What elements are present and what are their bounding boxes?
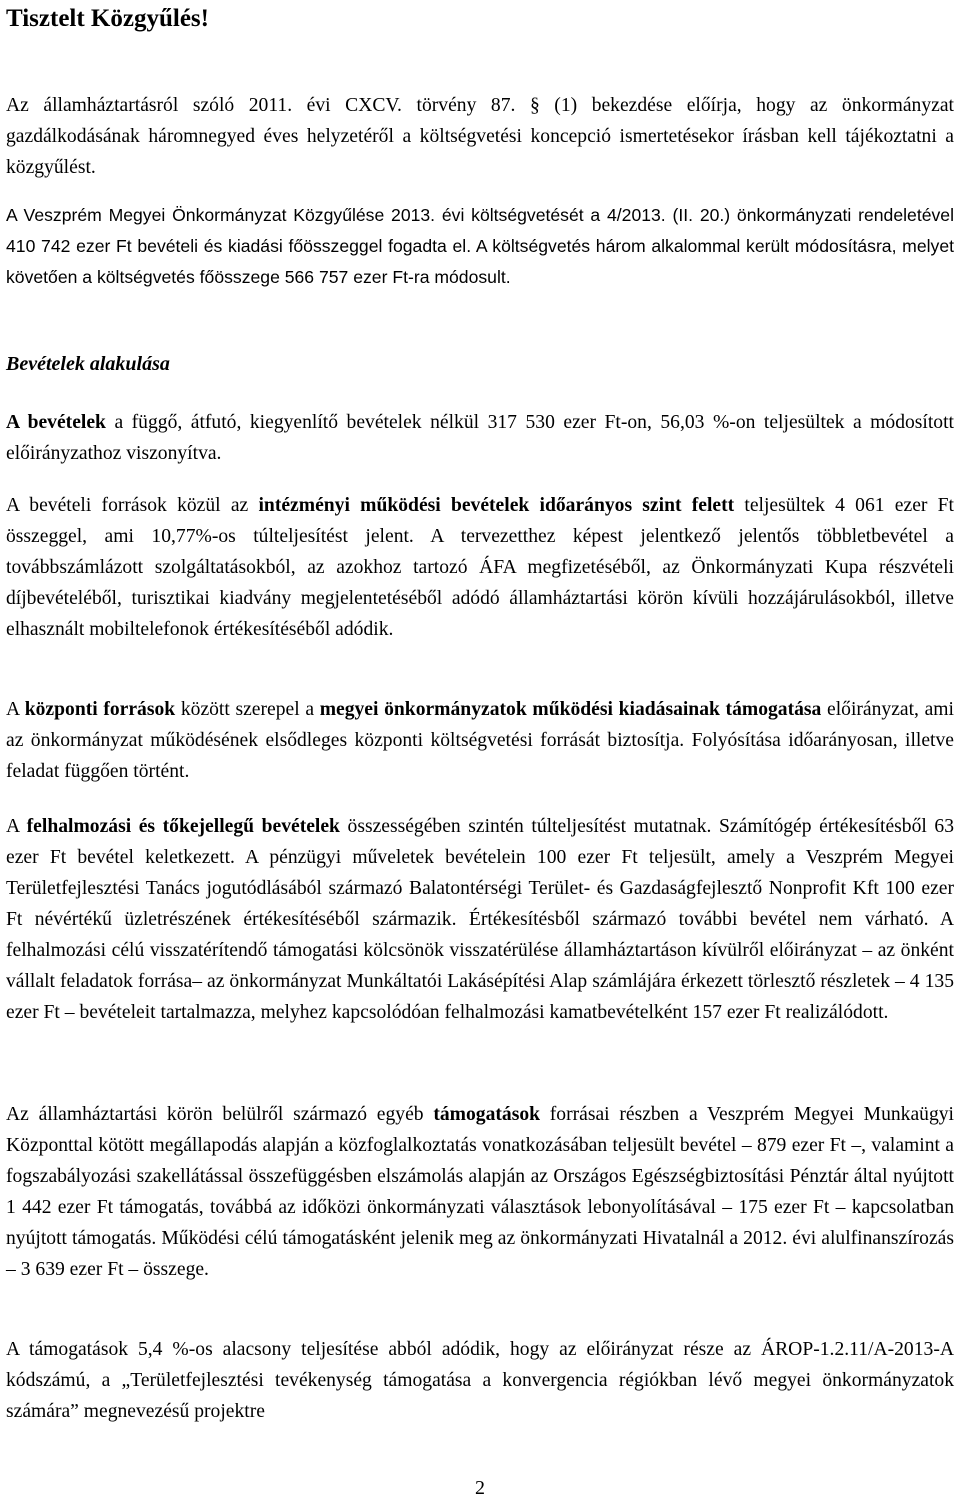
capital-text-1: A (6, 816, 27, 837)
document-title: Tisztelt Közgyűlés! (6, 5, 209, 32)
grants-text-2: forrásai részben a Veszprém Megyei Munkaügyi Központtal kötött megállapodás alapján a közfoglalkoztatás vonatkozásában teljesült bevétel – 879 ezer Ft –, valamint a fogszabályozási szakellátással összefüggésben elszámolás alapján az Országos Egészségbiztosítási Pénztár által nyújtott 1 442 ezer Ft támogatás, továbbá az időközi önkormányzati választások lebonyolításával – 175 ezer Ft – kapcsolatban nyújtott támogatás. Működési célú támogatásként jelenik meg az önkormányzati Hivatalnál a 2012. évi alulfinanszírozás – 3 639 ezer Ft – összege. (6, 1104, 954, 1280)
section-heading: Bevételek alakulása (6, 353, 170, 375)
revenues-lead: A bevételek (6, 412, 106, 433)
central-bold-2: megyei önkormányzatok működési kiadásainak támogatása (319, 699, 822, 720)
page-number: 2 (475, 1477, 485, 1499)
grants-bold-1: támogatások (433, 1104, 541, 1125)
institutional-text-2: teljesültek 4 061 ezer Ft összeggel, ami 10,77%-os túlteljesítést jelent. A tervezetthez képest jelentkező jelentős többletbevétel a továbbszámlázott szolgáltatásokból, az azokhoz tartozó ÁFA megfizetéséből, az Önkormányzati Kupa részvételi díjbevételéből, turisztikai kiadvány megjelentetéséből adódó államháztartási körön kívüli hozzájárulásokból, illetve elhasznált mobiltelefonok értékesítéséből adódik. (6, 495, 954, 640)
central-bold-1: központi források (24, 699, 176, 720)
intro-paragraph: Az államháztartásról szóló 2011. évi CXCV. törvény 87. § (1) bekezdése előírja, hogy az önkormányzat gazdálkodásának háromnegyed éves helyzetéről a költségvetési koncepció ismertetésekor írásban kell tájékoztatni a közgyűlést. (6, 95, 954, 178)
capital-revenue-paragraph (6, 811, 954, 1028)
central-text-3: előirányzat, ami az önkormányzat működésének elsődleges központi költségvetési forrását biztosítja. Folyósítása időarányosan, illetve feladat függően történt. (6, 699, 954, 782)
capital-text-2: összességében szintén túlteljesítést mutatnak. Számítógép értékesítésből 63 ezer Ft bevétel keletkezett. A pénzügyi műveletek bevételein 100 ezer Ft teljesült, amely a Veszprém Megyei Területfejlesztési Tanács jogutódlásából származó Balatontérségi Terület- és Gazdaságfejlesztő Nonprofit Kft 100 ezer Ft névértékű üzletrészének értékesítéséből származik. Értékesítésből származó további bevétel nem várható. A felhalmozási célú visszatérítendő támogatási kölcsönök visszatérülése államháztartáson kívülről előirányzat – az önként vállalt feladatok forrása– az önkormányzat Munkáltatói Lakásépítési Alap számlájára érkezett törlesztő részletek – 4 135 ezer Ft – bevételeit tartalmazza, melyhez kapcsolódóan felhalmozási kamatbevételként 157 ezer Ft realizálódott. (6, 816, 955, 1023)
central-text-1: A (6, 699, 25, 720)
budget-paragraph: A Veszprém Megyei Önkormányzat Közgyűlése 2013. évi költségvetését a 4/2013. (II. 20.) önkormányzati rendeletével 410 742 ezer Ft bevételi és kiadási főösszeggel fogadta el. A költségvetés három alkalommal került módosításra, melyet követően a költségvetés főösszege 566 757 ezer Ft-ra módosult. (6, 205, 954, 287)
institutional-text-1: A bevételi források közül az (6, 495, 259, 516)
central-sources-paragraph (6, 694, 954, 787)
grants-text-1: Az államháztartási körön belülről származó egyéb (6, 1104, 434, 1125)
institutional-revenue-paragraph (6, 490, 954, 645)
revenues-text: a függő, átfutó, kiegyenlítő bevételek nélkül 317 530 ezer Ft-on, 56,03 %-on teljesültek a módosított előirányzathoz viszonyítva. (6, 412, 954, 464)
institutional-bold-1: intézményi működési bevételek időarányos szint felett (258, 495, 735, 516)
revenues-paragraph (6, 407, 954, 469)
grants-paragraph (6, 1099, 954, 1285)
capital-bold-1: felhalmozási és tőkejellegű bevételek (26, 816, 340, 837)
grants-performance-paragraph: A támogatások 5,4 %-os alacsony teljesítése abból adódik, hogy az előirányzat része az ÁROP-1.2.11/A-2013-A kódszámú, a „Területfejlesztési tevékenység támogatása a konvergencia régiókban lévő megyei önkormányzatok számára” megnevezésű projektre (6, 1339, 954, 1422)
central-text-2: között szerepel a (175, 699, 320, 720)
